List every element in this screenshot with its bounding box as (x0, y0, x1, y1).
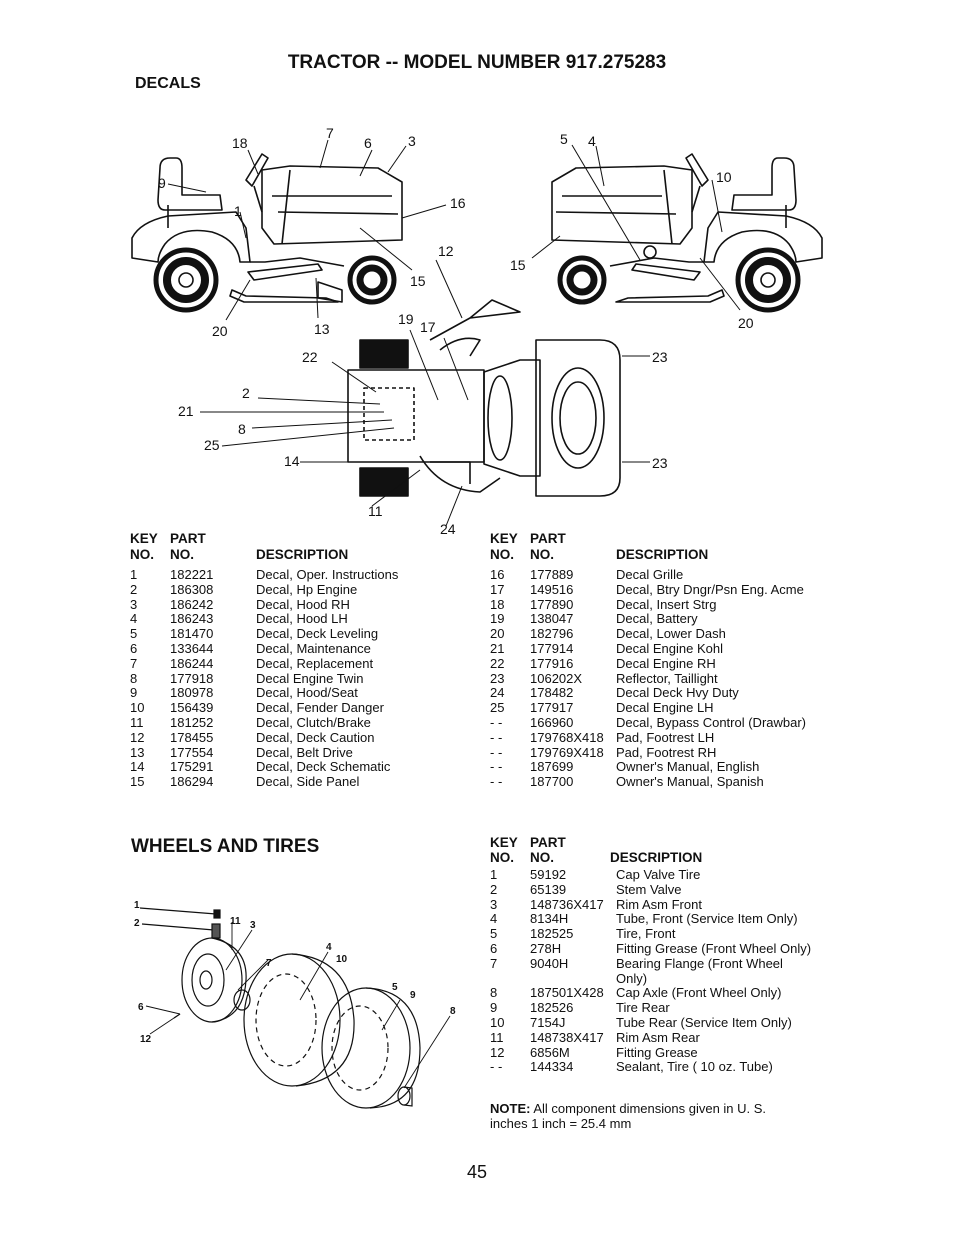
decals-left-table (130, 568, 460, 790)
part-no: 187699 (530, 759, 574, 775)
part-no: 278H (530, 940, 562, 956)
description: Decal, Battery (616, 611, 698, 627)
description: Decal, Hood LH (256, 611, 348, 627)
part-no: 182221 (170, 567, 214, 582)
key-no: - - (490, 729, 503, 745)
wheels-callout-11: 11 (230, 916, 241, 927)
key-no: 16 (490, 567, 505, 582)
part-no: 148736X417 (530, 896, 604, 912)
hdr-no: NO. (130, 547, 155, 562)
callout-16: 16 (450, 195, 466, 211)
key-no: 3 (490, 896, 498, 912)
decals-left-header (130, 531, 390, 563)
key-no: 7 (490, 955, 498, 971)
table-row (130, 746, 460, 761)
callout-8: 8 (238, 421, 246, 437)
key-no: 11 (130, 714, 144, 730)
callout-1: 1 (234, 203, 242, 219)
decals-right-table (490, 568, 840, 790)
key-no: 6 (490, 940, 498, 956)
key-no: 1 (490, 867, 498, 882)
table-row (130, 627, 460, 642)
callout-6: 6 (364, 135, 372, 151)
description: Tube Rear (Service Item Only) (616, 1014, 792, 1030)
key-no: 25 (490, 700, 505, 716)
table-row (130, 731, 460, 746)
description: Decal Engine Twin (256, 670, 364, 686)
description: Owner's Manual, English (616, 759, 760, 775)
key-no: 2 (490, 881, 498, 897)
part-no: 178482 (530, 685, 574, 701)
wheels-callout-3: 3 (250, 920, 256, 931)
part-no: 182526 (530, 1000, 574, 1016)
description: Tube, Front (Service Item Only) (616, 911, 798, 927)
description: Decal, Deck Leveling (256, 626, 379, 642)
page-title: TRACTOR -- MODEL NUMBER 917.275283 (287, 52, 667, 73)
hdr-part: PART (170, 531, 206, 546)
part-no: 177554 (170, 744, 214, 760)
part-no: 179769X418 (530, 744, 604, 760)
description: Tire Rear (616, 1000, 670, 1016)
table-row (490, 701, 840, 716)
key-no: 20 (490, 626, 505, 642)
part-no: 144334 (530, 1059, 574, 1075)
note-text: All component dimensions given in U. S. (533, 1101, 767, 1116)
hdr-part: PART (530, 835, 566, 850)
callout-4: 4 (588, 133, 596, 149)
table-row (130, 568, 460, 583)
callout-2: 2 (242, 385, 250, 401)
table-row (130, 657, 460, 672)
part-no: 177890 (530, 596, 574, 612)
hdr-no: NO. (490, 547, 515, 562)
callout-15b: 15 (510, 257, 526, 273)
table-row (490, 760, 840, 775)
callout-20a: 20 (212, 323, 228, 339)
description: Tire, Front (616, 926, 676, 942)
table-row (130, 672, 460, 687)
part-no: 177918 (170, 670, 214, 686)
callout-14: 14 (284, 453, 300, 469)
wheels-header (490, 835, 790, 865)
table-row (490, 927, 850, 942)
part-no: 138047 (530, 611, 574, 627)
table-row (490, 1046, 850, 1061)
table-row (130, 701, 460, 716)
note-label: NOTE: (490, 1101, 531, 1116)
wheels-callout-8: 8 (450, 1006, 456, 1017)
table-row (130, 775, 460, 790)
description: Fitting Grease (Front Wheel Only) (616, 940, 812, 956)
description: Decal, Bypass Control (Drawbar) (616, 714, 807, 730)
table-row (490, 716, 840, 731)
description: Decal Engine LH (616, 700, 714, 716)
table-row (490, 1001, 850, 1016)
wheels-callout-7: 7 (266, 958, 272, 969)
callout-7: 7 (326, 125, 334, 141)
description: Only) (616, 970, 648, 986)
description: Decal, Insert Strg (616, 596, 717, 612)
key-no: 11 (490, 1029, 504, 1045)
table-row (490, 957, 850, 972)
table-row (130, 598, 460, 613)
table-row (130, 716, 460, 731)
part-no: 156439 (170, 700, 214, 716)
key-no: 5 (130, 626, 138, 642)
part-no: 177916 (530, 655, 574, 671)
callout-5: 5 (560, 131, 568, 147)
description: Rim Asm Rear (616, 1029, 700, 1045)
part-no: 65139 (530, 881, 567, 897)
key-no: 24 (490, 685, 505, 701)
part-no: 186242 (170, 596, 214, 612)
part-no: 186294 (170, 774, 214, 790)
description: Decal, Side Panel (256, 774, 360, 790)
description: Fitting Grease (616, 1044, 698, 1060)
key-no: 23 (490, 670, 505, 686)
key-no: 7 (130, 655, 138, 671)
key-no: - - (490, 744, 503, 760)
description: Sealant, Tire ( 10 oz. Tube) (616, 1059, 773, 1075)
key-no: 9 (130, 685, 138, 701)
callout-17: 17 (420, 319, 436, 335)
table-row (130, 583, 460, 598)
key-no: 10 (130, 700, 145, 716)
description: Pad, Footrest LH (616, 729, 715, 745)
callout-23a: 23 (652, 349, 668, 365)
description: Decal, Hp Engine (256, 581, 358, 597)
page-number: 45 (466, 1162, 488, 1182)
key-no: 22 (490, 655, 505, 671)
hdr-key: KEY (130, 531, 158, 546)
wheels-callout-12: 12 (140, 1034, 152, 1045)
note-text-2: inches 1 inch = 25.4 mm (490, 1116, 632, 1131)
key-no: 12 (130, 729, 145, 745)
part-no: 181252 (170, 714, 214, 730)
wheels-callout-4: 4 (326, 942, 332, 953)
wheels-diagram (120, 880, 480, 1120)
hdr-no: NO. (490, 850, 515, 865)
description: Decal Engine Kohl (616, 640, 723, 656)
description: Owner's Manual, Spanish (616, 774, 764, 790)
callout-20b: 20 (738, 315, 754, 331)
description: Decal, Oper. Instructions (256, 567, 399, 582)
wheels-callout-5: 5 (392, 982, 398, 993)
table-row (490, 627, 840, 642)
part-no: 180978 (170, 685, 214, 701)
key-no: 4 (490, 911, 498, 927)
part-no: 166960 (530, 714, 574, 730)
description: Decal, Btry Dngr/Psn Eng. Acme (616, 581, 804, 597)
callout-24: 24 (440, 521, 456, 537)
table-row (490, 1031, 850, 1046)
description: Decal, Hood/Seat (256, 685, 358, 701)
decals-diagram (0, 0, 954, 540)
table-row (130, 642, 460, 657)
table-row (490, 898, 850, 913)
hdr-no: NO. (530, 547, 555, 562)
hdr-description: DESCRIPTION (256, 547, 349, 562)
description: Reflector, Taillight (616, 670, 718, 686)
wheels-callout-9: 9 (410, 990, 416, 1001)
key-no: 17 (490, 581, 505, 597)
tractor-top-view (348, 300, 620, 496)
table-row (490, 1016, 850, 1031)
hdr-part: PART (530, 531, 566, 546)
hdr-key: KEY (490, 835, 518, 850)
description: Decal, Fender Danger (256, 700, 384, 716)
table-row (490, 986, 850, 1001)
part-no: 133644 (170, 640, 214, 656)
callout-10: 10 (716, 169, 732, 185)
callout-21: 21 (178, 403, 194, 419)
tractor-right-view (552, 154, 822, 310)
part-no: 7154J (530, 1014, 566, 1030)
key-no: 1 (130, 567, 138, 582)
table-row (490, 972, 850, 987)
part-no: 6856M (530, 1044, 570, 1060)
part-no: 178455 (170, 729, 214, 745)
hdr-no: NO. (170, 547, 195, 562)
part-no: 186243 (170, 611, 214, 627)
key-no: 10 (490, 1014, 505, 1030)
table-row (130, 686, 460, 701)
table-row (490, 746, 840, 761)
part-no: 59192 (530, 867, 567, 882)
part-no: 8134H (530, 911, 569, 927)
description: Decal, Deck Caution (256, 729, 375, 745)
part-no: 149516 (530, 581, 574, 597)
part-no: 177889 (530, 567, 574, 582)
description: Decal Deck Hvy Duty (616, 685, 739, 701)
key-no: 15 (130, 774, 145, 790)
hdr-description: DESCRIPTION (610, 850, 703, 865)
description: Decal, Belt Drive (256, 744, 353, 760)
description: Decal, Deck Schematic (256, 759, 391, 775)
part-no: 186244 (170, 655, 214, 671)
key-no: 12 (490, 1044, 505, 1060)
wheels-table (490, 868, 850, 1075)
wheels-callout-2: 2 (134, 918, 140, 929)
part-no: 177914 (530, 640, 574, 656)
key-no: - - (490, 774, 503, 790)
description: Decal, Replacement (256, 655, 374, 671)
key-no: 19 (490, 611, 505, 627)
table-row (490, 612, 840, 627)
description: Decal Grille (616, 567, 684, 582)
description: Decal, Maintenance (256, 640, 371, 656)
part-no: 148738X417 (530, 1029, 604, 1045)
table-row (490, 657, 840, 672)
part-no: 182525 (530, 926, 574, 942)
wheels-callout-6: 6 (138, 1002, 144, 1013)
wheels-heading: WHEELS AND TIRES (131, 836, 320, 857)
table-row (490, 1060, 850, 1075)
callout-12: 12 (438, 243, 454, 259)
decals-heading: DECALS (135, 75, 201, 92)
table-row (490, 642, 840, 657)
callout-25: 25 (204, 437, 220, 453)
callout-9: 9 (158, 175, 166, 191)
key-no: - - (490, 1059, 503, 1075)
key-no: 6 (130, 640, 138, 656)
part-no: 9040H (530, 955, 569, 971)
callout-13: 13 (314, 321, 330, 337)
callout-15a: 15 (410, 273, 426, 289)
table-row (130, 760, 460, 775)
description: Stem Valve (616, 881, 682, 897)
description: Bearing Flange (Front Wheel (616, 955, 783, 971)
callout-22: 22 (302, 349, 318, 365)
part-no: 181470 (170, 626, 214, 642)
key-no: 8 (490, 985, 498, 1001)
callout-11: 11 (368, 503, 383, 519)
table-row (490, 912, 850, 927)
part-no: 187501X428 (530, 985, 604, 1001)
decals-right-header (490, 531, 790, 563)
table-row (490, 686, 840, 701)
callout-3: 3 (408, 133, 416, 149)
description: Cap Valve Tire (616, 867, 701, 882)
table-row (490, 868, 850, 883)
key-no: 3 (130, 596, 138, 612)
key-no: 13 (130, 744, 145, 760)
wheels-callout-1: 1 (134, 900, 140, 911)
part-no: 177917 (530, 700, 574, 716)
part-no: 179768X418 (530, 729, 604, 745)
table-row (490, 672, 840, 687)
note (490, 1101, 766, 1131)
table-row (130, 612, 460, 627)
description: Decal, Clutch/Brake (256, 714, 371, 730)
description: Pad, Footrest RH (616, 744, 717, 760)
description: Cap Axle (Front Wheel Only) (616, 985, 782, 1001)
table-row (490, 731, 840, 746)
table-row (490, 583, 840, 598)
key-no: 14 (130, 759, 145, 775)
hdr-key: KEY (490, 531, 518, 546)
callout-18: 18 (232, 135, 248, 151)
wheels-callout-10: 10 (336, 954, 348, 965)
description: Decal, Hood RH (256, 596, 350, 612)
description: Decal Engine RH (616, 655, 716, 671)
part-no: 182796 (530, 626, 574, 642)
table-row (490, 598, 840, 613)
part-no: 106202X (530, 670, 583, 686)
key-no: 5 (490, 926, 498, 942)
table-row (490, 568, 840, 583)
tractor-left-view (132, 154, 402, 310)
callout-19: 19 (398, 311, 414, 327)
description: Decal, Lower Dash (616, 626, 726, 642)
key-no: - - (490, 714, 503, 730)
part-no: 186308 (170, 581, 214, 597)
part-no: 187700 (530, 774, 574, 790)
key-no: 2 (130, 581, 138, 597)
hdr-description: DESCRIPTION (616, 547, 709, 562)
table-row (490, 942, 850, 957)
key-no: 9 (490, 1000, 498, 1016)
key-no: 21 (490, 640, 505, 656)
table-row (490, 775, 840, 790)
hdr-no: NO. (530, 850, 555, 865)
key-no: 18 (490, 596, 505, 612)
callout-23b: 23 (652, 455, 668, 471)
table-row (490, 883, 850, 898)
description: Rim Asm Front (616, 896, 702, 912)
part-no: 175291 (170, 759, 214, 775)
key-no: 8 (130, 670, 138, 686)
key-no: - - (490, 759, 503, 775)
key-no: 4 (130, 611, 138, 627)
